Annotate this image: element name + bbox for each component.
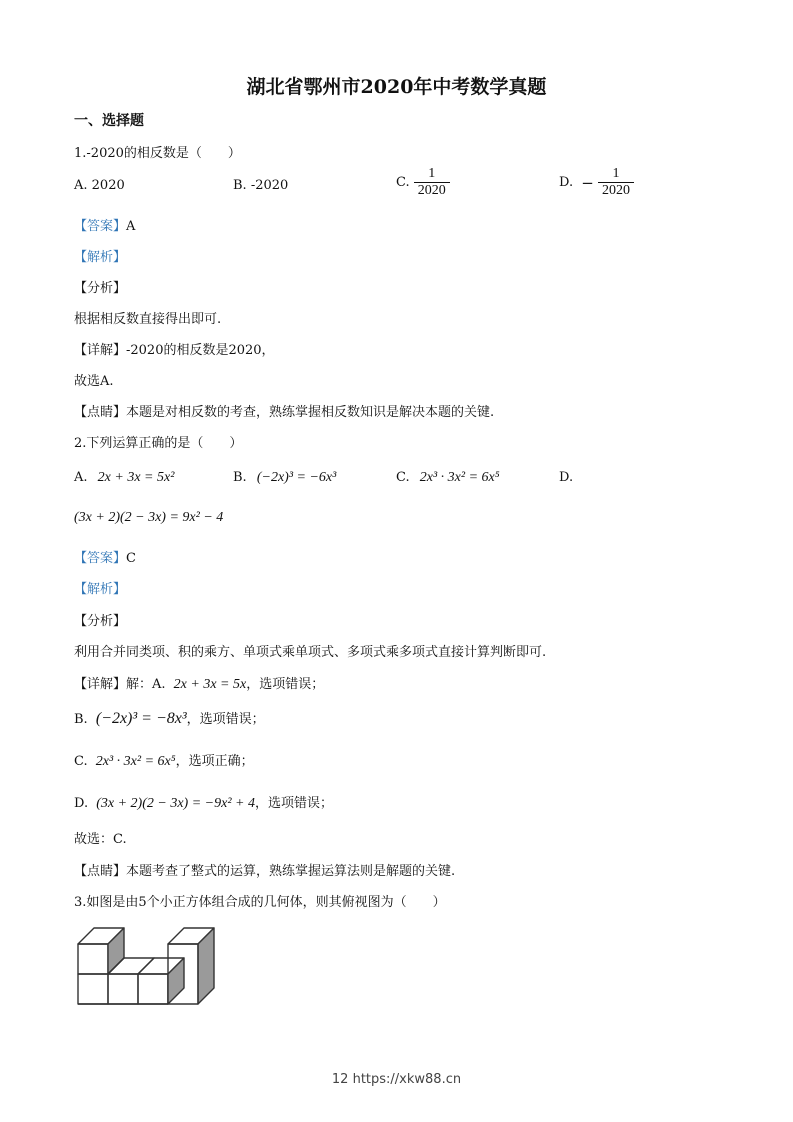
cube-front-1 bbox=[78, 974, 108, 1004]
q1-option-c-fraction bbox=[414, 166, 450, 199]
q2-detail-a-expr: 2x + 3x = 5x bbox=[173, 677, 247, 692]
q1-option-a: A. 2020 bbox=[74, 178, 125, 193]
q1-comment: 【点睛】本题是对相反数的考查，熟练掌握相反数知识是解决本题的关键. bbox=[74, 405, 495, 420]
cube-front-2 bbox=[108, 974, 138, 1004]
q2-detail-a bbox=[74, 673, 324, 693]
q2-option-b-expr: (−2x)³ = −6x³ bbox=[256, 470, 337, 485]
page-footer: 12 https://xkw88.cn bbox=[331, 1072, 462, 1087]
q1-option-c bbox=[396, 166, 450, 199]
q2-detail-c-suffix: ，选项正确； bbox=[175, 754, 254, 769]
cube-side-3 bbox=[168, 958, 184, 1004]
q2-detail-b-suffix: ，选项错误； bbox=[186, 712, 265, 727]
q2-option-b-label: B. bbox=[233, 470, 247, 485]
q2-answer-value: C bbox=[126, 551, 136, 566]
q2-option-a-expr: 2x + 3x = 5x² bbox=[97, 470, 175, 485]
cube-front-top-left bbox=[78, 944, 108, 974]
q2-option-c-expr: 2x³ · 3x² = 6x⁵ bbox=[419, 470, 500, 485]
q1-option-d-sign: − bbox=[581, 173, 594, 192]
q1-answer-value: A bbox=[126, 219, 136, 234]
q2-detail-a-suffix: ，选项错误； bbox=[246, 677, 325, 692]
q1-option-d-fraction bbox=[598, 166, 634, 199]
cube-side-back bbox=[198, 928, 214, 1004]
page-title: 湖北省鄂州市2020年中考数学真题 bbox=[246, 76, 547, 98]
q1-fenxi-tag: 【分析】 bbox=[74, 281, 127, 296]
q2-answer-tag: 【答案】 bbox=[74, 551, 127, 566]
q1-option-c-label: C. bbox=[396, 175, 410, 190]
q1-answer-tag: 【答案】 bbox=[74, 219, 127, 234]
q1-fenxi-text: 根据相反数直接得出即可. bbox=[74, 312, 222, 327]
q1-stem: 1.-2020的相反数是（ ） bbox=[74, 146, 241, 161]
q1-choose: 故选A. bbox=[74, 374, 114, 389]
q2-option-a bbox=[74, 470, 174, 486]
q1-option-c-denominator: 2020 bbox=[417, 183, 446, 198]
q1-option-d-denominator: 2020 bbox=[601, 183, 630, 198]
q2-detail-c bbox=[74, 750, 254, 770]
q2-answer bbox=[74, 547, 136, 566]
q2-option-b bbox=[233, 470, 336, 486]
q2-stem: 2.下列运算正确的是（ ） bbox=[74, 436, 243, 451]
q2-fenxi-text: 利用合并同类项、积的乘方、单项式乘单项式、多项式乘多项式直接计算判断即可. bbox=[74, 645, 547, 660]
cube-front-3 bbox=[138, 974, 168, 1004]
q2-detail-b bbox=[74, 708, 265, 728]
q2-option-c-label: C. bbox=[396, 470, 410, 485]
q2-detail-d-label: D. bbox=[74, 796, 89, 811]
section-heading: 一、选择题 bbox=[74, 113, 144, 129]
q2-detail-b-expr: (−2x)³ = −8x³ bbox=[95, 710, 187, 727]
q2-comment: 【点睛】本题考查了整式的运算，熟练掌握运算法则是解题的关键. bbox=[74, 864, 456, 879]
q3-cube-figure bbox=[74, 922, 219, 1012]
q2-detail-d bbox=[74, 792, 333, 812]
q1-option-d bbox=[559, 166, 634, 199]
q2-option-d-label: D. bbox=[559, 470, 574, 485]
q1-analysis-tag: 【解析】 bbox=[74, 250, 127, 265]
q1-option-b: B. -2020 bbox=[233, 178, 289, 193]
q2-detail-c-expr: 2x³ · 3x² = 6x⁵ bbox=[95, 754, 176, 769]
q2-detail-d-expr: (3x + 2)(2 − 3x) = −9x² + 4 bbox=[96, 796, 255, 811]
q2-option-d-expr: (3x + 2)(2 − 3x) = 9x² − 4 bbox=[74, 510, 224, 525]
q2-analysis-tag: 【解析】 bbox=[74, 582, 127, 597]
q1-option-d-label: D. bbox=[559, 175, 574, 190]
cube-side-top-left bbox=[108, 928, 124, 974]
q1-option-c-numerator: 1 bbox=[414, 166, 450, 183]
q2-option-a-label: A. bbox=[74, 470, 88, 485]
q1-detail: 【详解】-2020的相反数是2020， bbox=[74, 343, 275, 358]
q2-option-c bbox=[396, 470, 500, 486]
q1-answer bbox=[74, 215, 135, 234]
q2-detail-c-label: C. bbox=[74, 754, 88, 769]
q1-option-d-numerator: 1 bbox=[598, 166, 634, 183]
q2-detail-b-label: B. bbox=[74, 712, 88, 727]
q2-choose: 故选：C. bbox=[74, 832, 127, 847]
q2-detail-d-suffix: ，选项错误； bbox=[254, 796, 333, 811]
q3-stem: 3.如图是由5个小正方体组合成的几何体，则其俯视图为（ ） bbox=[74, 895, 446, 910]
q2-fenxi-tag: 【分析】 bbox=[74, 614, 127, 629]
q2-detail-prefix: 【详解】解：A. bbox=[74, 677, 166, 692]
